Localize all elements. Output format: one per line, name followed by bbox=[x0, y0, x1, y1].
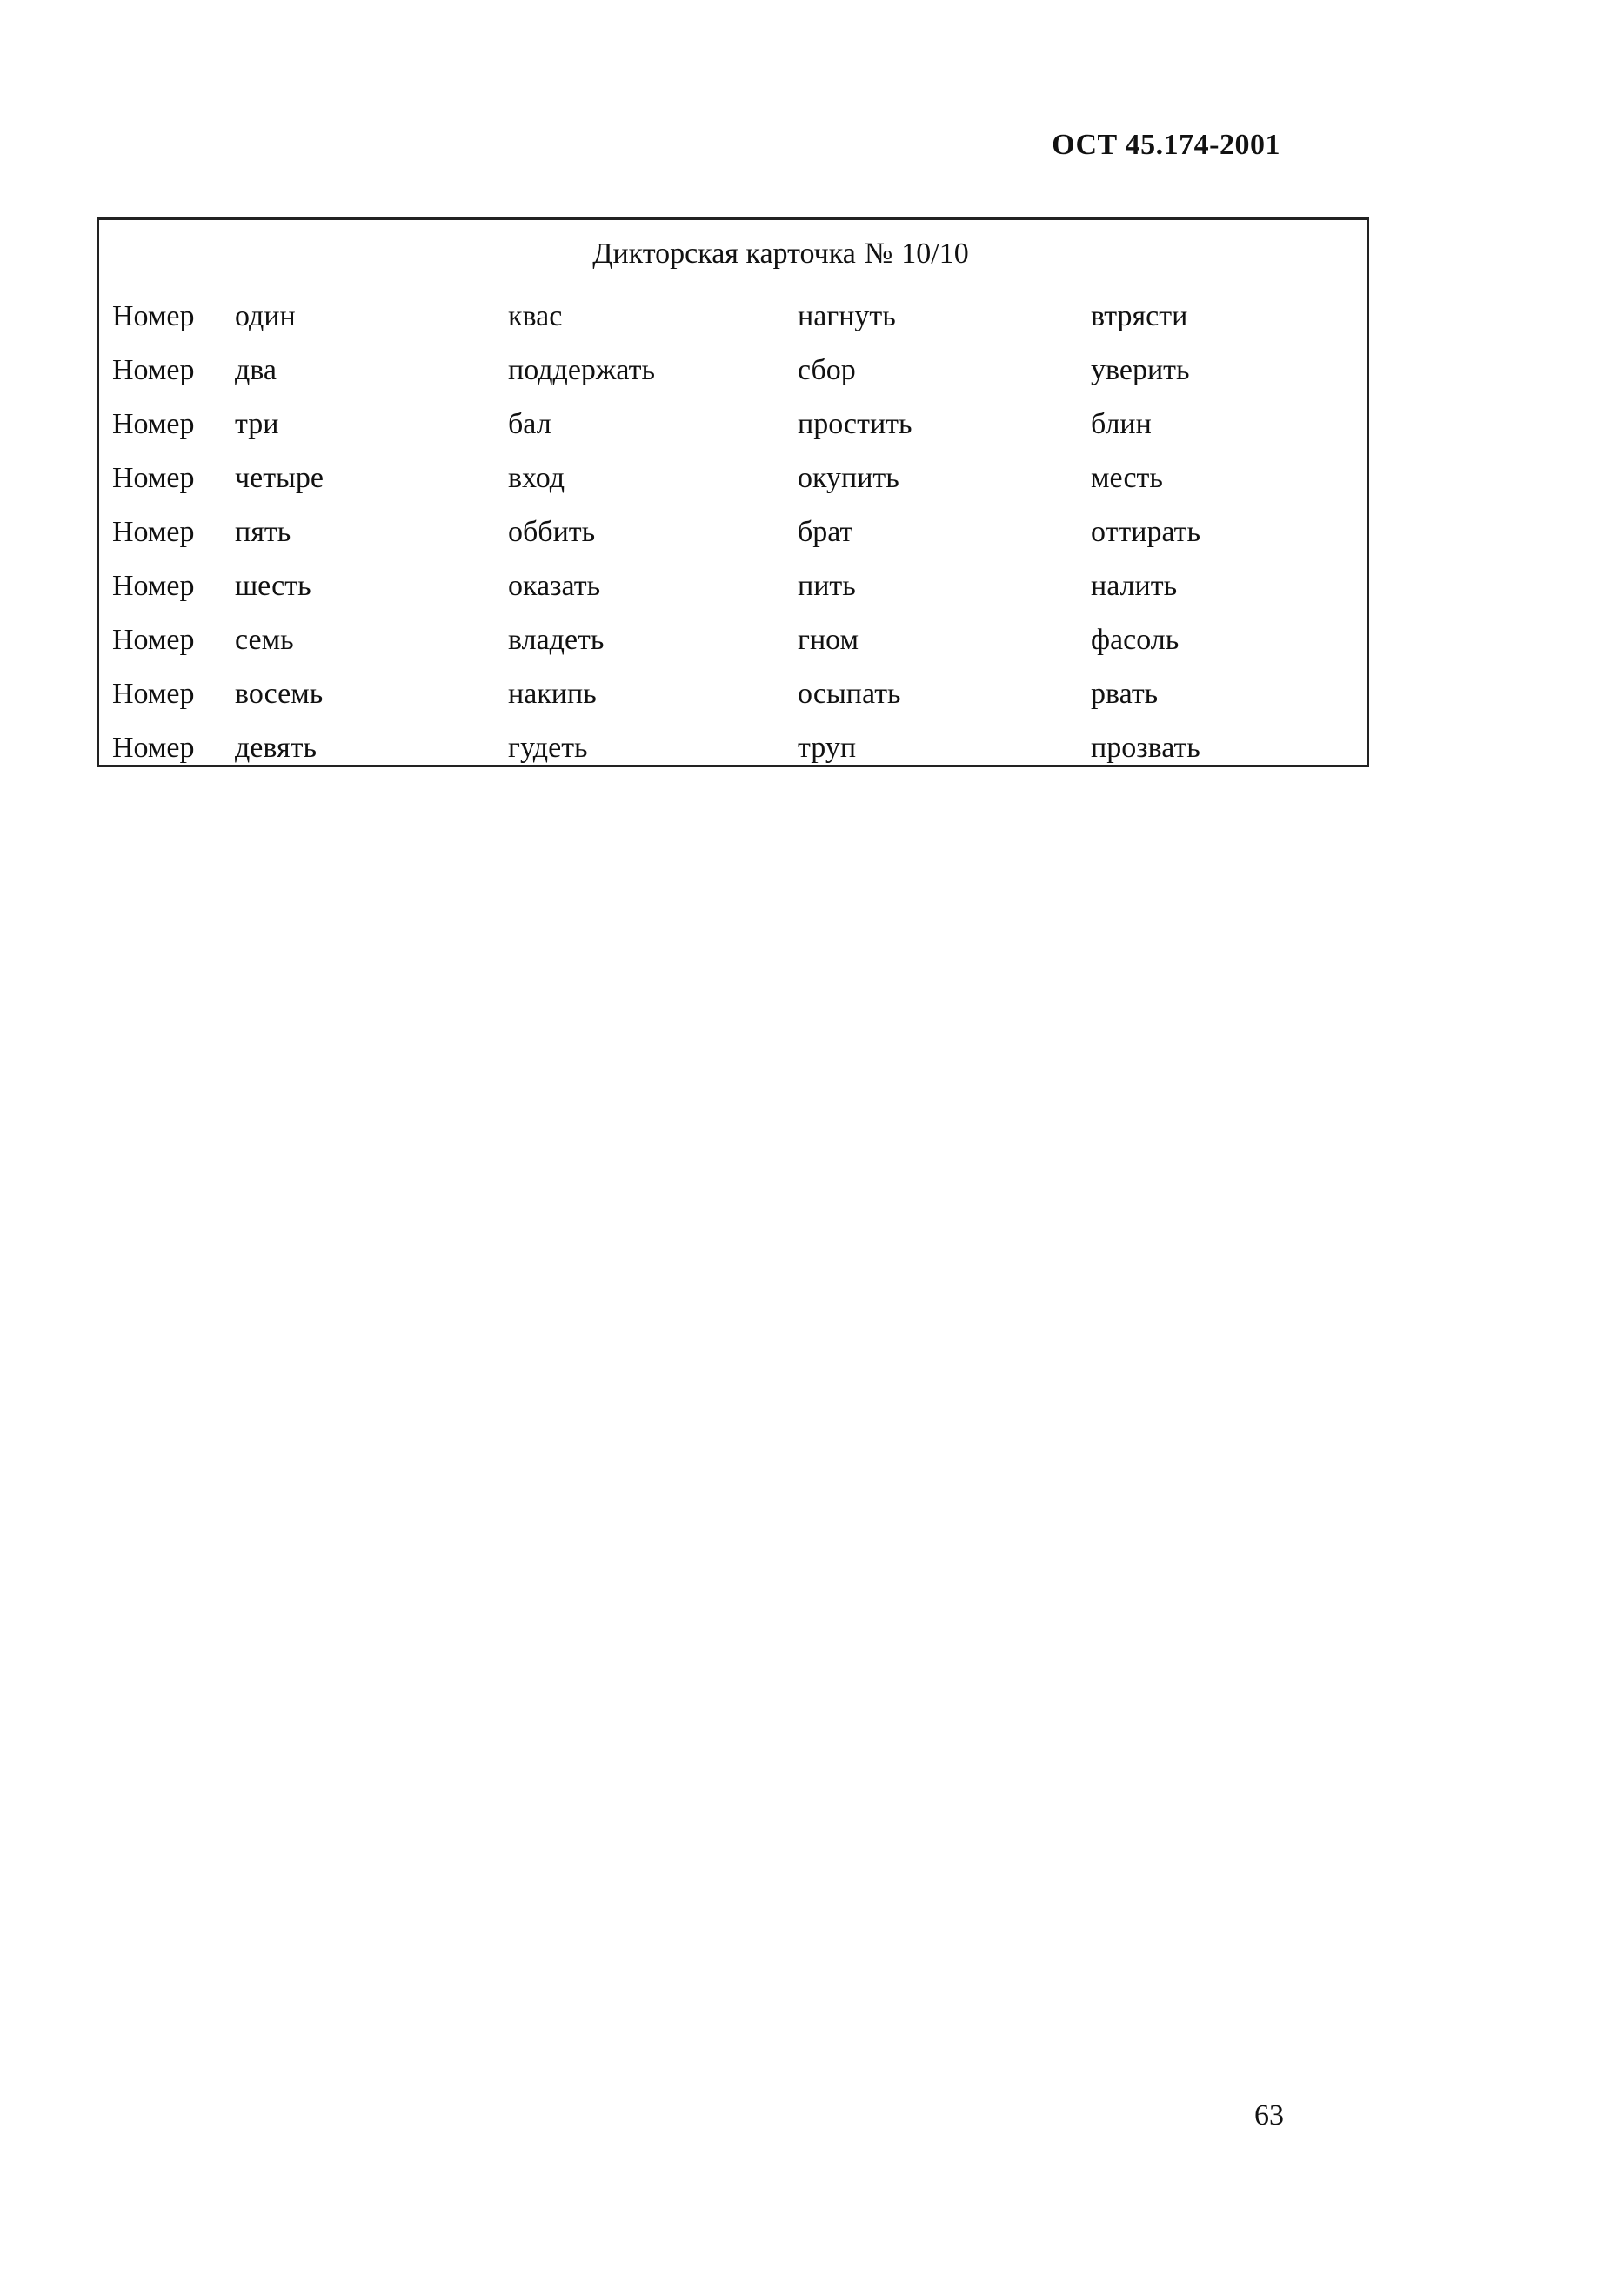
word-cell: оттирать bbox=[1091, 516, 1201, 548]
table-row bbox=[112, 559, 1356, 613]
row-label: Номер bbox=[112, 300, 195, 332]
word-cell: оббить bbox=[508, 516, 596, 548]
word-cell: осыпать bbox=[798, 678, 901, 710]
word-cell: труп bbox=[798, 732, 857, 764]
row-label: Номер bbox=[112, 462, 195, 494]
card-title-text: Дикторская карточка bbox=[592, 238, 856, 270]
word-cell: уверить bbox=[1091, 354, 1190, 386]
number-word: девять bbox=[235, 732, 317, 764]
word-cell: блин bbox=[1091, 408, 1152, 440]
word-cell: втрясти bbox=[1091, 300, 1188, 332]
row-label: Номер bbox=[112, 516, 195, 548]
word-cell: вход bbox=[508, 462, 565, 494]
row-label: Номер bbox=[112, 732, 195, 764]
card-title bbox=[99, 237, 1367, 271]
word-cell: сбор bbox=[798, 354, 856, 386]
table-row bbox=[112, 505, 1356, 559]
word-cell: квас bbox=[508, 300, 563, 332]
row-label: Номер bbox=[112, 408, 195, 440]
word-cell: рвать bbox=[1091, 678, 1159, 710]
number-word: шесть bbox=[235, 570, 311, 602]
table-row bbox=[112, 398, 1356, 452]
word-cell: налить bbox=[1091, 570, 1178, 602]
row-label: Номер bbox=[112, 570, 195, 602]
word-cell: поддержать bbox=[508, 354, 655, 386]
number-word: пять bbox=[235, 516, 291, 548]
word-cell: накипь bbox=[508, 678, 597, 710]
row-label: Номер bbox=[112, 354, 195, 386]
number-word: два bbox=[235, 354, 277, 386]
table-row bbox=[112, 452, 1356, 505]
document-code: ОСТ 45.174-2001 bbox=[1052, 129, 1280, 161]
number-word: четыре bbox=[235, 462, 324, 494]
word-cell: владеть bbox=[508, 624, 605, 656]
page-number: 63 bbox=[1254, 2099, 1284, 2131]
word-cell: брат bbox=[798, 516, 853, 548]
card-number: 10/10 bbox=[901, 238, 969, 270]
word-cell: фасоль bbox=[1091, 624, 1180, 656]
table-row bbox=[112, 721, 1356, 775]
row-label: Номер bbox=[112, 678, 195, 710]
table-row bbox=[112, 290, 1356, 344]
speaker-card-table bbox=[97, 217, 1369, 767]
word-cell: окупить bbox=[798, 462, 899, 494]
word-cell: гном bbox=[798, 624, 859, 656]
number-word: семь bbox=[235, 624, 294, 656]
table-row bbox=[112, 344, 1356, 398]
word-cell: месть bbox=[1091, 462, 1163, 494]
number-word: один bbox=[235, 300, 296, 332]
table-row bbox=[112, 613, 1356, 667]
word-cell: гудеть bbox=[508, 732, 588, 764]
word-cell: бал bbox=[508, 408, 551, 440]
word-cell: оказать bbox=[508, 570, 601, 602]
word-cell: простить bbox=[798, 408, 912, 440]
number-word: три bbox=[235, 408, 279, 440]
word-cell: пить bbox=[798, 570, 856, 602]
word-cell: нагнуть bbox=[798, 300, 896, 332]
card-rows bbox=[112, 290, 1356, 775]
word-cell: прозвать bbox=[1091, 732, 1200, 764]
row-label: Номер bbox=[112, 624, 195, 656]
table-row bbox=[112, 667, 1356, 721]
card-number-sign: № bbox=[864, 238, 893, 270]
number-word: восемь bbox=[235, 678, 324, 710]
